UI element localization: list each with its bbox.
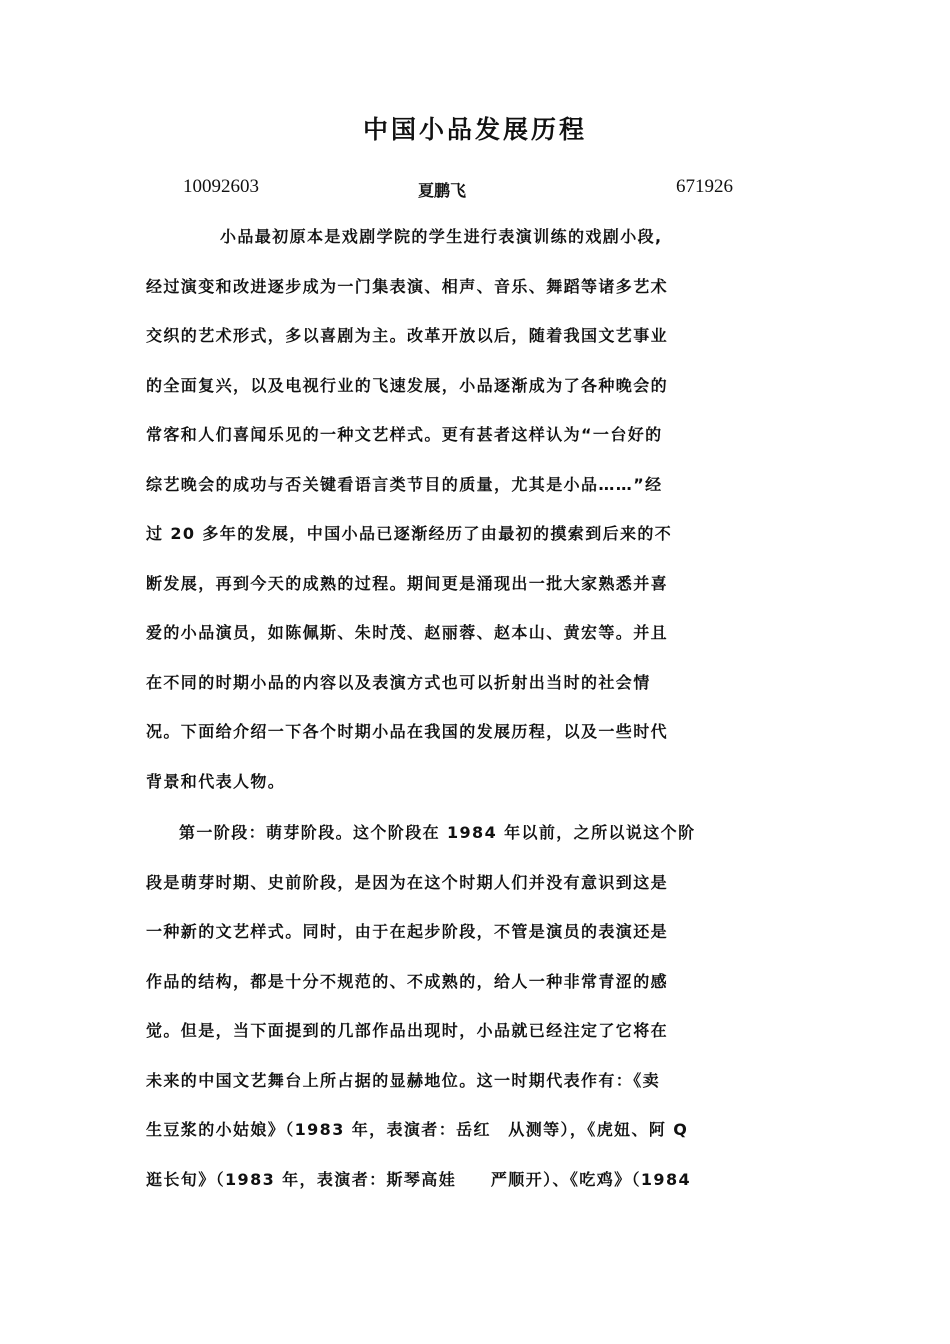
text-line: 的全面复兴，以及电视行业的飞速发展，小品逐渐成为了各种晚会的 bbox=[146, 375, 669, 395]
text-line: 常客和人们喜闻乐见的一种文艺样式。更有甚者这样认为“一台好的 bbox=[146, 425, 663, 444]
document-title: 中国小品发展历程 bbox=[362, 115, 587, 144]
text-line: 生豆浆的小姑娘》（1983 年，表演者：岳红 从测等），《虎妞、阿 Q bbox=[146, 1120, 689, 1139]
author-name: 夏鹏飞 bbox=[418, 181, 467, 200]
student-code: 671926 bbox=[676, 176, 733, 197]
paragraph-stage-one bbox=[146, 818, 810, 1214]
paragraph-intro bbox=[146, 222, 810, 816]
text-line: 况。下面给介绍一下各个时期小品在我国的发展历程，以及一些时代 bbox=[146, 722, 669, 741]
text-line: 第一阶段：萌芽阶段。这个阶段在 1984 年以前，之所以说这个阶 bbox=[179, 823, 696, 842]
text-line: 背景和代表人物。 bbox=[146, 771, 286, 791]
text-line: 觉。但是，当下面提到的几部作品出现时，小品就已经注定了它将在 bbox=[146, 1021, 669, 1040]
text-line: 段是萌芽时期、史前阶段，是因为在这个时期人们并没有意识到这是 bbox=[146, 872, 669, 892]
text-line: 经过演变和改进逐步成为一门集表演、相声、音乐、舞蹈等诸多艺术 bbox=[146, 276, 669, 296]
text-line: 在不同的时期小品的内容以及表演方式也可以折射出当时的社会情 bbox=[146, 672, 651, 692]
text-line: 综艺晚会的成功与否关键看语言类节目的质量，尤其是小品……”经 bbox=[146, 474, 663, 494]
text-line: 断发展，再到今天的成熟的过程。期间更是涌现出一批大家熟悉并喜 bbox=[146, 573, 669, 593]
text-line: 过 20 多年的发展，中国小品已逐渐经历了由最初的摸索到后来的不 bbox=[146, 524, 673, 543]
text-line: 逛长旬》（1983 年，表演者：斯琴高娃 严顺开）、《吃鸡》（1984 bbox=[146, 1169, 692, 1189]
text-line: 未来的中国文艺舞台上所占据的显赫地位。这一时期代表作有：《卖 bbox=[146, 1070, 661, 1090]
text-line: 爱的小品演员，如陈佩斯、朱时茂、赵丽蓉、赵本山、黄宏等。并且 bbox=[146, 623, 669, 642]
text-line: 作品的结构，都是十分不规范的、不成熟的，给人一种非常青涩的感 bbox=[146, 971, 669, 991]
student-id: 10092603 bbox=[183, 176, 259, 197]
text-line: 小品最初原本是戏剧学院的学生进行表演训练的戏剧小段, bbox=[220, 227, 663, 246]
document-body bbox=[146, 222, 810, 1214]
text-line: 一种新的文艺样式。同时，由于在起步阶段，不管是演员的表演还是 bbox=[146, 922, 669, 941]
text-line: 交织的艺术形式，多以喜剧为主。改革开放以后，随着我国文艺事业 bbox=[146, 326, 669, 345]
